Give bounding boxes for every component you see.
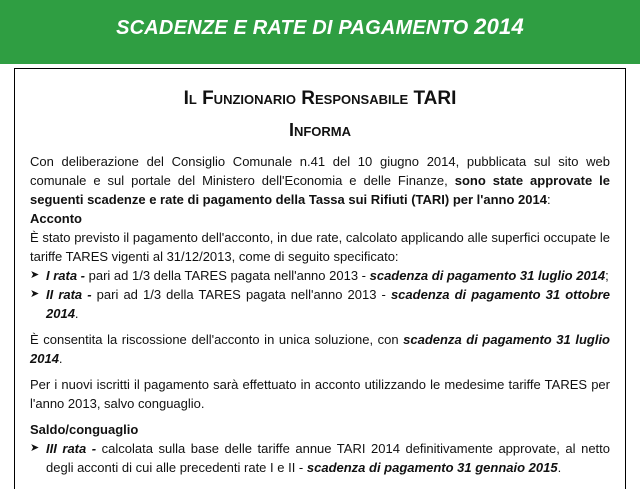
intro-bold-text: sono state approvate le seguenti scadenze e rate di pagamento della Tassa sui Rifiuti (TARI) per l'anno 2014 <box>30 173 610 207</box>
single-payment-text: È consentita la riscossione dell'acconto in unica soluzione, con <box>30 332 404 347</box>
single-payment-end: . <box>58 351 63 366</box>
header-banner <box>0 0 640 64</box>
rata-end: ; <box>605 268 609 283</box>
list-item <box>30 266 610 285</box>
arrow-bullet-icon: ➤ <box>30 288 40 300</box>
rata-text: pari ad 1/3 della TARES pagata nell'anno 2013 - <box>96 287 391 302</box>
banner-title <box>0 14 640 40</box>
list-item <box>30 285 610 323</box>
intro-end: : <box>546 192 551 207</box>
rata-deadline: scadenza di pagamento 31 gennaio 2015 <box>306 460 558 475</box>
arrow-bullet-icon: ➤ <box>30 442 40 454</box>
rata-label: II rata - <box>46 287 97 302</box>
intro-text: Con deliberazione del Consiglio Comunale n.41 del 10 giugno 2014, pubblicata sul sito web comunale e sul portale del Ministero dell'Economia e delle Finanze, <box>30 154 610 188</box>
rata-label: I rata - <box>46 268 89 283</box>
single-payment-deadline: scadenza di pagamento 31 luglio 2014 <box>30 332 611 366</box>
arrow-bullet-icon: ➤ <box>30 269 40 281</box>
saldo-title: Saldo/conguaglio <box>30 422 139 437</box>
acconto-description: È stato previsto il pagamento dell'acconto, in due rate, calcolato applicando alle superfici occupate le tariffe TARES vigenti al 31/12/2013, come di seguito specificato: <box>30 230 610 264</box>
notice-body <box>30 152 610 477</box>
single-payment-paragraph <box>30 330 610 368</box>
rata-end: . <box>557 460 562 475</box>
new-registrants-paragraph: Per i nuovi iscritti il pagamento sarà effettuato in acconto utilizzando le medesime tariffe TARES per l'anno 2013, salvo conguaglio. <box>30 377 610 411</box>
notice-heading: Il Funzionario Responsabile TARI <box>183 88 457 109</box>
rata-text: calcolata sulla base delle tariffe annue TARI 2014 definitivamente approvate, al netto degli acconti di cui alle precedenti rate I e II - <box>46 441 611 475</box>
acconto-title: Acconto <box>30 211 82 226</box>
intro-paragraph <box>30 152 610 209</box>
notice-subheading: Informa <box>288 120 352 140</box>
banner-year: 2014 <box>474 14 524 39</box>
rata-deadline: scadenza di pagamento 31 luglio 2014 <box>369 268 606 283</box>
list-item <box>30 439 610 477</box>
banner-title-text: SCADENZE E RATE DI PAGAMENTO <box>116 17 469 39</box>
rata-deadline: scadenza di pagamento 31 ottobre 2014 <box>46 287 610 321</box>
rata-label: III rata - <box>46 441 102 456</box>
rata-end: . <box>74 306 79 321</box>
rata-text: pari ad 1/3 della TARES pagata nell'anno 2013 - <box>88 268 370 283</box>
